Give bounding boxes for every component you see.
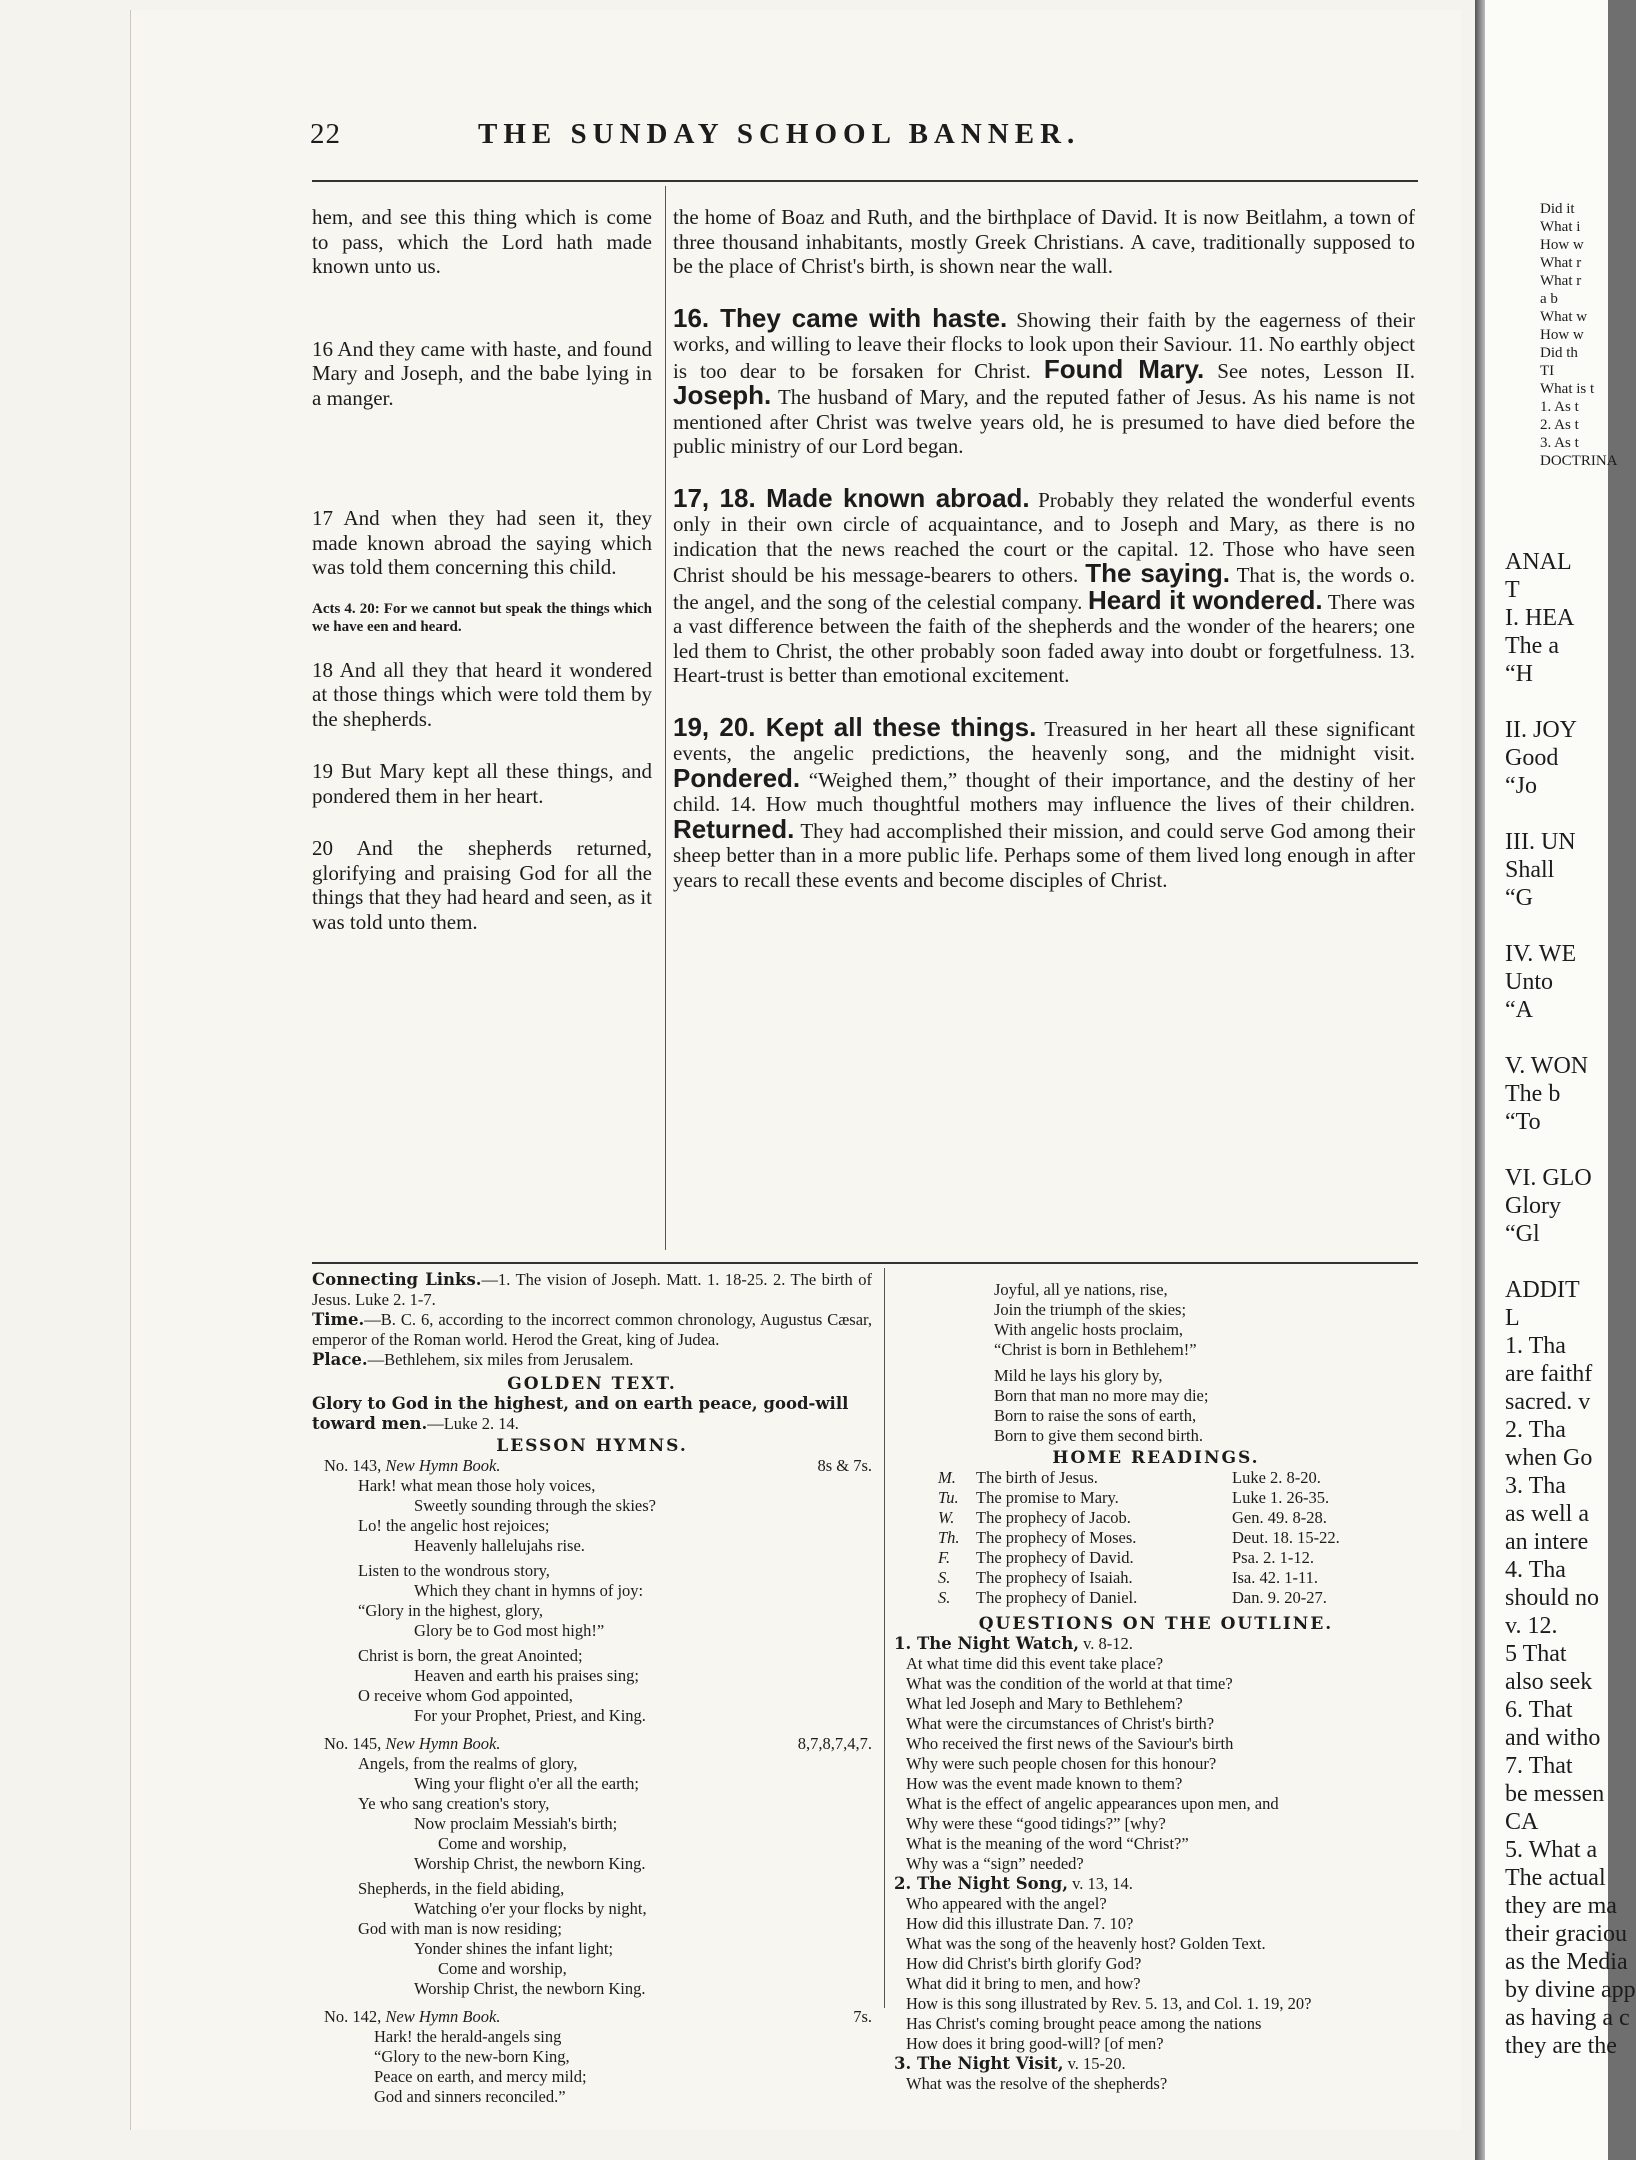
hymn-line: Ye who sang creation's story, — [358, 1794, 550, 1813]
question-item: Who appeared with the angel? — [906, 1894, 1107, 1913]
golden-text-ref: —Luke 2. 14. — [427, 1414, 519, 1433]
place-text: —Bethlehem, six miles from Jerusalem. — [367, 1350, 634, 1369]
note-heading: 16. They came with haste. — [673, 302, 1008, 333]
hymn-line: Glory be to God most high!” — [414, 1621, 605, 1640]
question-item: What is the effect of angelic appearances upon men, and — [906, 1794, 1279, 1813]
note-heading: Found Mary. — [1043, 353, 1205, 384]
next-page-line: they are the — [1505, 2033, 1617, 2059]
next-page-line: be messen — [1505, 1781, 1605, 1807]
next-page-line: V. WON — [1505, 1053, 1589, 1079]
next-page-line: Did th — [1540, 345, 1578, 361]
note-text: The husband of Mary, and the reputed father of Jesus. As his name is not mentioned after Christ was twelve years old, he is presumed to have died before the public ministry of our Lord began. — [673, 385, 1415, 458]
hymn-title — [324, 1456, 500, 1476]
reading-day: S. — [938, 1568, 951, 1587]
hymn-line: Angels, from the realms of glory, — [358, 1754, 578, 1773]
next-page-line: are faithf — [1505, 1361, 1593, 1387]
hymn-line: Born to raise the sons of earth, — [994, 1406, 1197, 1425]
hymn-line: “Glory in the highest, glory, — [358, 1601, 543, 1620]
next-page-line: How w — [1540, 237, 1584, 253]
next-page-line: The b — [1505, 1081, 1561, 1107]
note-text: Treasured in her heart all these significant events, the angelic predictions, the heavenly song, and the midnight visit. — [673, 716, 1415, 765]
next-page-line: they are ma — [1505, 1893, 1617, 1919]
hymn-line: Now proclaim Messiah's birth; — [414, 1814, 618, 1833]
scripture-verse-20: 20 And the shepherds returned, glorifying and praising God for all the things that they had heard and seen, as it was told unto them. — [312, 836, 652, 934]
next-page-line — [1505, 688, 1615, 716]
note-text: Probably they related the wonderful events only in their own circle of acquaintance, and to Joseph and Mary, as there is no indication that the news reached the court or the capital. 12. Those who have seen Christ should be his message-bearers to others. — [673, 487, 1415, 587]
scripture-verse-15: hem, and see this thing which is come to pass, which the Lord hath made known unto us. — [312, 205, 652, 278]
next-page-line: The actual — [1505, 1865, 1606, 1891]
next-page-line: Glory — [1505, 1193, 1561, 1219]
reading-day: M. — [938, 1468, 956, 1487]
next-page-line: “To — [1505, 1109, 1541, 1135]
next-page-line — [1505, 1136, 1615, 1164]
commentary-column — [673, 205, 1415, 919]
questions-list — [894, 1634, 1418, 2094]
next-page-line: What is t — [1540, 381, 1595, 397]
home-readings-list — [894, 1468, 1418, 1608]
reading-title: The prophecy of David. — [976, 1548, 1134, 1567]
header-rule — [312, 180, 1418, 182]
next-page-line: 7. That — [1505, 1753, 1573, 1779]
questions-heading: QUESTIONS ON THE OUTLINE. — [978, 1614, 1334, 1634]
commentary-verse-16 — [673, 302, 1416, 459]
scripture-verse-16: 16 And they came with haste, and found Mary and Joseph, and the babe lying in a manger. — [312, 336, 652, 410]
cross-reference: Acts 4. 20: For we cannot but speak the things which we have een and heard. — [312, 600, 652, 635]
hymn-list — [312, 1456, 872, 2107]
hymn-title — [324, 2007, 500, 2027]
question-item: Why was a “sign” needed? — [906, 1854, 1084, 1873]
hymn-line: Watching o'er your flocks by night, — [414, 1899, 647, 1918]
reading-title: The birth of Jesus. — [976, 1468, 1098, 1487]
note-text: “Weighed them,” thought of their importance, and the destiny of her child. 14. How much thoughtful mothers may influence the lives of their children. — [673, 767, 1415, 816]
next-page-line: What r — [1540, 255, 1582, 271]
home-readings-heading: HOME READINGS. — [1052, 1448, 1260, 1468]
note-text: Showing their faith by the eagerness of their works, and willing to leave their flocks to look upon their Saviour. 11. No earthly object is too dear to be forsaken for Christ. — [673, 307, 1415, 383]
hymn-line: “Glory to the new-born King, — [374, 2047, 570, 2066]
hymn-book: New Hymn Book. — [385, 1734, 501, 1753]
note-heading: Returned. — [673, 813, 795, 844]
connecting-links-text: —1. The vision of Joseph. Matt. 1. 18-25. 2. The birth of Jesus. Luke 2. 1-7. — [312, 1270, 872, 1309]
next-page-line: CA — [1505, 1809, 1539, 1835]
next-page-line: ANAL — [1505, 549, 1572, 575]
next-page-line — [1505, 1024, 1615, 1052]
question-item: What led Joseph and Mary to Bethlehem? — [906, 1694, 1183, 1713]
hymn-line: With angelic hosts proclaim, — [994, 1320, 1184, 1339]
next-page-line: 3. Tha — [1505, 1473, 1566, 1499]
reading-title: The prophecy of Daniel. — [976, 1588, 1138, 1607]
scripture-column — [312, 205, 652, 962]
hymn-meter: 8s & 7s. — [817, 1456, 872, 1475]
next-page-line: Unto — [1505, 969, 1553, 995]
hymn-line: Born to give them second birth. — [994, 1426, 1203, 1445]
hymn-line: Joyful, all ye nations, rise, — [994, 1280, 1168, 1299]
hymn-meter: 8,7,8,7,4,7. — [797, 1734, 872, 1753]
next-page-line: as well a — [1505, 1501, 1589, 1527]
reading-ref: Deut. 18. 15-22. — [1232, 1528, 1340, 1547]
hymn-line: Yonder shines the infant light; — [414, 1939, 614, 1958]
next-page-line: Did it — [1540, 201, 1575, 217]
next-page-line — [1505, 800, 1615, 828]
next-page-line: “Gl — [1505, 1221, 1540, 1247]
next-page-line: and witho — [1505, 1725, 1601, 1751]
hymn-line: Which they chant in hymns of joy: — [414, 1581, 644, 1600]
hymn-line: O receive whom God appointed, — [358, 1686, 573, 1705]
question-section-label: 1. The Night Watch, — [894, 1634, 1079, 1653]
next-page-line: II. JOY — [1505, 717, 1577, 743]
next-page-line: as the Media — [1505, 1949, 1628, 1975]
hymn-header — [312, 2007, 872, 2027]
next-page-line: T — [1505, 577, 1520, 603]
hymn-line: Worship Christ, the newborn King. — [414, 1854, 646, 1873]
question-item: Why were such people chosen for this honour? — [906, 1754, 1217, 1773]
question-section-label: 2. The Night Song, — [894, 1874, 1068, 1893]
golden-text-body: Glory to God in the highest, and on earth peace, good-will toward men. — [312, 1394, 849, 1433]
reading-title: The prophecy of Jacob. — [976, 1508, 1131, 1527]
hymn-line: Sweetly sounding through the skies? — [414, 1496, 656, 1515]
next-page-line: by divine app — [1505, 1977, 1636, 2003]
question-item: Why were these “good tidings?” [why? — [906, 1814, 1166, 1833]
hymn-number: No. 143, — [324, 1456, 386, 1475]
question-section-ref: v. 15-20. — [1063, 2054, 1126, 2073]
next-page-line: L — [1505, 1305, 1520, 1331]
reading-ref: Luke 2. 8-20. — [1232, 1468, 1321, 1487]
reading-row — [938, 1568, 1418, 1588]
hymn-line: Heavenly hallelujahs rise. — [414, 1536, 585, 1555]
page-title: THE SUNDAY SCHOOL BANNER. — [478, 118, 1081, 150]
scripture-verse-18: 18 And all they that heard it wondered at those things which were told them by the shepherds. — [312, 657, 652, 731]
next-page-line: “G — [1505, 885, 1533, 911]
hymn-line: Listen to the wondrous story, — [358, 1561, 550, 1580]
reading-ref: Luke 1. 26-35. — [1232, 1488, 1330, 1507]
next-page-line: How w — [1540, 327, 1584, 343]
hymn-line: God with man is now residing; — [358, 1919, 562, 1938]
time-note — [312, 1310, 872, 1350]
hymn-line: Lo! the angelic host rejoices; — [358, 1516, 550, 1535]
question-item: What did it bring to men, and how? — [906, 1974, 1141, 1993]
next-page-line: DOCTRINA — [1540, 453, 1618, 469]
next-page-line: IV. WE — [1505, 941, 1577, 967]
next-page-line — [1505, 1248, 1615, 1276]
next-page-line: 6. That — [1505, 1697, 1573, 1723]
reading-row — [938, 1528, 1418, 1548]
hymn-book: New Hymn Book. — [385, 2007, 501, 2026]
hymn-line: God and sinners reconciled.” — [374, 2087, 566, 2106]
question-section-ref: v. 8-12. — [1078, 1634, 1133, 1653]
hymn-continuation — [894, 1280, 1418, 1446]
connecting-links — [312, 1270, 872, 1310]
scripture-verse-17: 17 And when they had seen it, they made known abroad the saying which was told them concerning this child. — [312, 506, 652, 579]
hymn-line: Join the triumph of the skies; — [994, 1300, 1187, 1319]
next-page-line: when Go — [1505, 1445, 1593, 1471]
hymn-line: “Christ is born in Bethlehem!” — [994, 1340, 1197, 1359]
note-text: That is, the words o. the angel, and the song of the celestial company. — [673, 563, 1415, 614]
hymn-header — [312, 1456, 872, 1476]
hymn-line: Come and worship, — [438, 1959, 567, 1978]
lesson-hymns-heading: LESSON HYMNS. — [496, 1436, 688, 1456]
next-page-top-fragment — [1540, 200, 1618, 470]
hymn-line: Worship Christ, the newborn King. — [414, 1979, 646, 1998]
next-page-line: “H — [1505, 661, 1533, 687]
golden-text — [312, 1394, 872, 1434]
question-item: What was the resolve of the shepherds? — [906, 2074, 1168, 2093]
section-rule — [312, 1262, 1418, 1264]
hymn-number: No. 145, — [324, 1734, 386, 1753]
page-gutter-shadow — [1475, 0, 1485, 2160]
place-note — [312, 1350, 872, 1370]
place-label: Place. — [312, 1350, 368, 1369]
hymn-line: Born that man no more may die; — [994, 1386, 1209, 1405]
next-page-line: 2. Tha — [1505, 1417, 1566, 1443]
question-item: How does it bring good-will? [of men? — [906, 2034, 1164, 2053]
connecting-links-label: Connecting Links. — [312, 1270, 482, 1289]
question-section-ref: v. 13, 14. — [1067, 1874, 1133, 1893]
hymn-title — [324, 1734, 500, 1754]
next-page-line: What i — [1540, 219, 1581, 235]
next-page-line: What r — [1540, 273, 1582, 289]
reading-row — [938, 1488, 1418, 1508]
question-item: What was the condition of the world at that time? — [906, 1674, 1233, 1693]
question-item: What is the meaning of the word “Christ?” — [906, 1834, 1189, 1853]
question-item: What was the song of the heavenly host? Golden Text. — [906, 1934, 1266, 1953]
reading-ref: Gen. 49. 8-28. — [1232, 1508, 1327, 1527]
reading-ref: Dan. 9. 20-27. — [1232, 1588, 1327, 1607]
time-label: Time. — [312, 1310, 365, 1329]
hymn-meter: 7s. — [853, 2007, 872, 2026]
next-page-line: an intere — [1505, 1529, 1589, 1555]
hymn-line: Wing your flight o'er all the earth; — [414, 1774, 639, 1793]
reading-row — [938, 1508, 1418, 1528]
hymn-line: Hark! what mean those holy voices, — [358, 1476, 596, 1495]
note-heading: Joseph. — [673, 380, 772, 410]
next-page-line: 2. As t — [1540, 417, 1579, 433]
question-item: How did Christ's birth glorify God? — [906, 1954, 1142, 1973]
scripture-verse-19: 19 But Mary kept all these things, and pondered them in her heart. — [312, 759, 652, 808]
hymn-line: Peace on earth, and mercy mild; — [374, 2067, 587, 2086]
hymn-header — [312, 1734, 872, 1754]
question-section-title — [894, 1634, 1418, 1654]
reading-day: Th. — [938, 1528, 960, 1547]
next-page-line: 3. As t — [1540, 435, 1579, 451]
note-heading: 17, 18. Made known abroad. — [673, 482, 1030, 513]
hymn-line: Shepherds, in the field abiding, — [358, 1879, 565, 1898]
next-page-line: “A — [1505, 997, 1533, 1023]
time-text: —B. C. 6, according to the incorrect common chronology, Augustus Cæsar, emperor of the Roman world. Herod the Great, king of Judea. — [312, 1310, 872, 1349]
reading-ref: Isa. 42. 1-11. — [1232, 1568, 1318, 1587]
next-page-line: I. HEA — [1505, 605, 1575, 631]
hymn-line: Mild he lays his glory by, — [994, 1366, 1163, 1385]
question-section-label: 3. The Night Visit, — [894, 2054, 1064, 2073]
reading-title: The promise to Mary. — [976, 1488, 1119, 1507]
hymn-line: Come and worship, — [438, 1834, 567, 1853]
hymn-line: For your Prophet, Priest, and King. — [414, 1706, 646, 1725]
commentary-intro: the home of Boaz and Ruth, and the birthplace of David. It is now Beitlahm, a town of three thousand inhabitants, mostly Greek Christians. A cave, traditionally supposed to be the place of Christ's birth, is shown near the wall. — [673, 205, 1415, 278]
reading-row — [938, 1468, 1418, 1488]
golden-text-heading: GOLDEN TEXT. — [507, 1374, 677, 1394]
next-page-line: Good — [1505, 745, 1559, 771]
hymn-book: New Hymn Book. — [385, 1456, 501, 1475]
next-page-line: What w — [1540, 309, 1588, 325]
reading-day: W. — [938, 1508, 955, 1527]
next-page-line: also seek — [1505, 1669, 1593, 1695]
page-number: 22 — [310, 118, 341, 150]
commentary-verse-19 — [673, 711, 1415, 893]
next-page-line: 1. Tha — [1505, 1333, 1566, 1359]
hymn-number: No. 142, — [324, 2007, 386, 2026]
next-page-line: 1. As t — [1540, 399, 1579, 415]
note-heading: 19, 20. Kept all these things. — [673, 711, 1037, 742]
reading-row — [938, 1588, 1418, 1608]
readings-questions-column — [894, 1280, 1418, 2094]
next-page-line: “Jo — [1505, 773, 1537, 799]
question-item: Who received the first news of the Saviour's birth — [906, 1734, 1234, 1753]
next-page-line: sacred. v — [1505, 1389, 1591, 1415]
next-page-line: ADDIT — [1505, 1277, 1580, 1303]
lesson-notes-column — [312, 1270, 872, 2107]
next-page-line: TI — [1540, 363, 1555, 379]
next-page-line: 5. What a — [1505, 1837, 1598, 1863]
next-page-line: VI. GLO — [1505, 1165, 1592, 1191]
hymn-line: Hark! the herald-angels sing — [374, 2027, 562, 2046]
commentary-verse-17 — [673, 482, 1415, 688]
next-page-line: v. 12. — [1505, 1613, 1558, 1639]
bottom-column-divider — [884, 1268, 885, 2008]
hymn-line: Heaven and earth his praises sing; — [414, 1666, 639, 1685]
question-section-title — [894, 2054, 1418, 2074]
next-page-line: their graciou — [1505, 1921, 1627, 1947]
note-text: See notes, Lesson II. — [1204, 358, 1416, 383]
column-divider — [665, 186, 666, 1250]
next-page-line: Shall — [1505, 857, 1555, 883]
next-page-line: The a — [1505, 633, 1559, 659]
reading-ref: Psa. 2. 1-12. — [1232, 1548, 1315, 1567]
question-item: At what time did this event take place? — [906, 1654, 1164, 1673]
note-text: There was a vast difference between the faith of the shepherds and the wonder of the hearers; one led them to Christ, the other probably soon faded away into doubt or forgetfulness. 13. Heart-trust is better than emotional excitement. — [673, 589, 1415, 687]
reading-title: The prophecy of Isaiah. — [976, 1568, 1133, 1587]
next-page-line: III. UN — [1505, 829, 1576, 855]
next-page-line: should no — [1505, 1585, 1600, 1611]
note-heading: Pondered. — [673, 762, 801, 793]
question-item: How is this song illustrated by Rev. 5. 13, and Col. 1. 19, 20? — [906, 1994, 1312, 2013]
question-item: How was the event made known to them? — [906, 1774, 1183, 1793]
next-page-fragment — [1505, 548, 1636, 2060]
question-item: How did this illustrate Dan. 7. 10? — [906, 1914, 1134, 1933]
reading-title: The prophecy of Moses. — [976, 1528, 1137, 1547]
reading-day: Tu. — [938, 1488, 959, 1507]
question-section-title — [894, 1874, 1418, 1894]
question-item: What were the circumstances of Christ's birth? — [906, 1714, 1215, 1733]
note-heading: The saying. — [1085, 558, 1230, 588]
reading-day: S. — [938, 1588, 951, 1607]
question-item: Has Christ's coming brought peace among the nations — [906, 2014, 1262, 2033]
note-heading: Heard it wondered. — [1087, 584, 1323, 615]
next-page-line: as having a c — [1505, 2005, 1630, 2031]
reading-row — [938, 1548, 1418, 1568]
hymn-line: Christ is born, the great Anointed; — [358, 1646, 583, 1665]
reading-day: F. — [938, 1548, 951, 1567]
next-page-line: 5 That — [1505, 1641, 1567, 1667]
note-text: They had accomplished their mission, and could serve God among their sheep better than in a more public life. Perhaps some of them lived long enough in after years to recall these events and become disciples of Christ. — [673, 818, 1415, 892]
next-page-line — [1505, 912, 1615, 940]
next-page-line: a b — [1540, 291, 1558, 307]
next-page-line: 4. Tha — [1505, 1557, 1566, 1583]
